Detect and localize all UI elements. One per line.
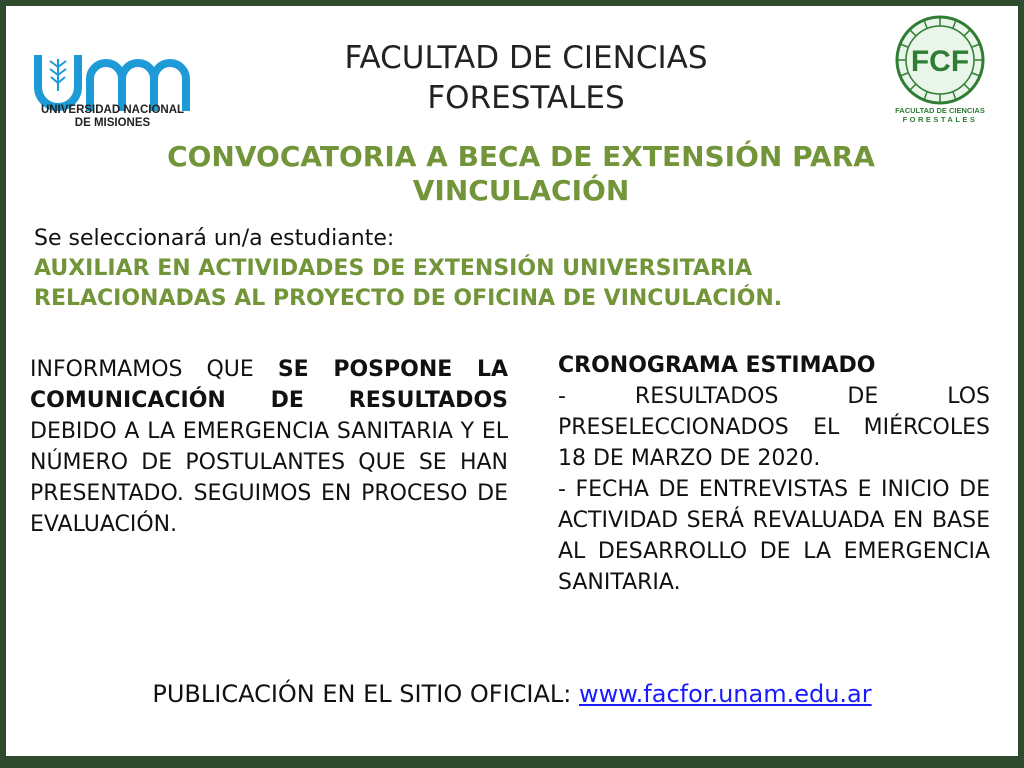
subtitle	[106, 140, 936, 208]
intro-highlight	[34, 254, 974, 314]
fcf-logo-line2: FORESTALES	[902, 115, 978, 124]
website-link[interactable]: www.facfor.unam.edu.ar	[578, 680, 872, 708]
page-title-line1: FACULTAD DE CIENCIAS	[344, 40, 708, 76]
page-title	[226, 38, 826, 118]
flyer-page	[6, 6, 1018, 756]
page-title-line2: FORESTALES	[427, 80, 625, 116]
subtitle-line2: VINCULACIÓN	[412, 174, 630, 207]
unm-logo-line1: UNIVERSIDAD NACIONAL	[40, 104, 185, 116]
announcement-part1: INFORMAMOS QUE	[30, 357, 278, 382]
intro-text: Se seleccionará un/a estudiante:	[34, 226, 395, 251]
publication-label: PUBLICACIÓN EN EL SITIO OFICIAL:	[152, 680, 579, 708]
unm-logo-line2: DE MISIONES	[74, 117, 151, 129]
fcf-logo-line1: FACULTAD DE CIENCIAS	[895, 106, 985, 115]
publication-footer	[6, 680, 1018, 708]
subtitle-line1: CONVOCATORIA A BECA DE EXTENSIÓN PARA	[167, 140, 875, 173]
schedule-item-results: - RESULTADOS DE LOS PRESELECCIONADOS EL MIÉRCOLES 18 DE MARZO DE 2020.	[558, 384, 990, 471]
fcf-logo	[894, 14, 986, 106]
fcf-logo-text	[882, 106, 998, 124]
intro-highlight-line1: AUXILIAR EN ACTIVIDADES DE EXTENSIÓN UNIVERSITARIA	[34, 256, 753, 281]
unm-logo-text	[30, 104, 195, 130]
fcf-logo-initials: FCF	[910, 45, 970, 78]
schedule-section	[558, 350, 990, 598]
schedule-item-interviews: - FECHA DE ENTREVISTAS E INICIO DE ACTIVIDAD SERÁ REVALUADA EN BASE AL DESARROLLO DE LA EMERGENCIA SANITARIA.	[558, 477, 990, 595]
announcement-paragraph	[30, 354, 508, 540]
announcement-part2: DEBIDO A LA EMERGENCIA SANITARIA Y EL NÚMERO DE POSTULANTES QUE SE HAN PRESENTADO. SEGUIMOS EN PROCESO DE EVALUACIÓN.	[30, 419, 508, 537]
intro-highlight-line2: RELACIONADAS AL PROYECTO DE OFICINA DE VINCULACIÓN.	[34, 286, 783, 311]
announcement-bold: SE POSPONE LA COMUNICACIÓN DE RESULTADOS	[30, 357, 508, 413]
intro-section	[34, 224, 974, 314]
schedule-title: CRONOGRAMA ESTIMADO	[558, 353, 876, 378]
